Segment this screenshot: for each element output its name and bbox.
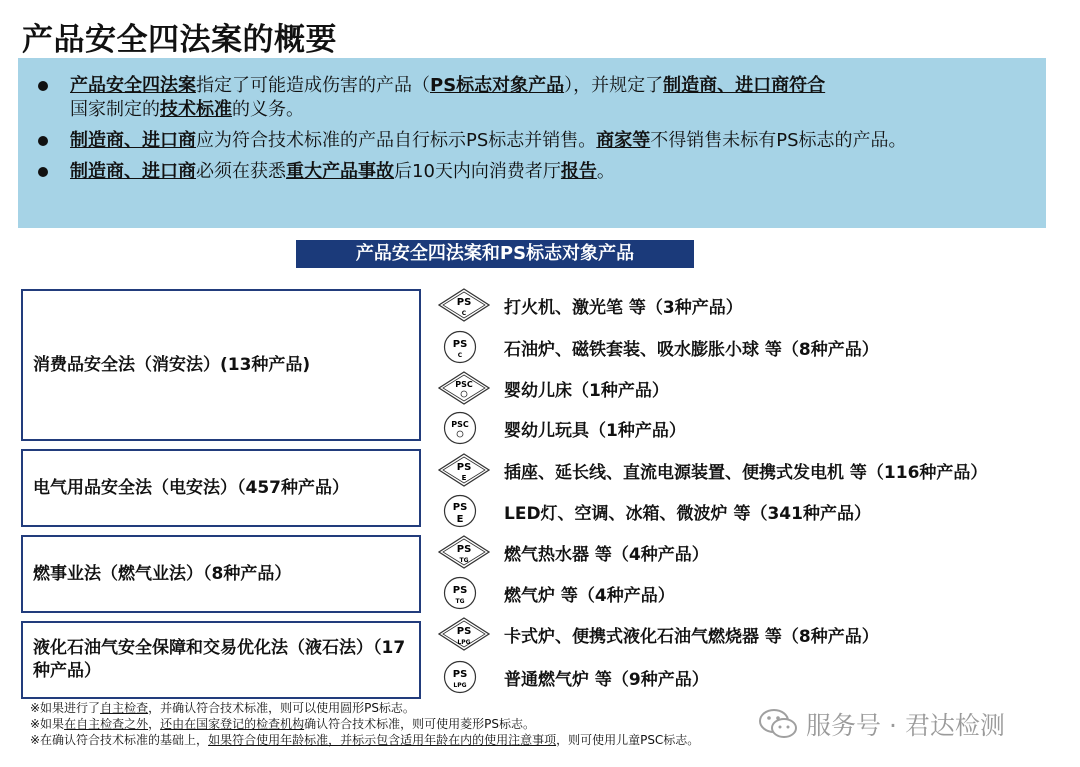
summary-bullet-3: 制造商、进口商必须在获悉重大产品事故后10天内向消费者厅报告。 <box>38 160 1022 184</box>
ps-circle-mark-icon <box>438 576 490 610</box>
svg-text:E: E <box>456 514 464 525</box>
page-title: 产品安全四法案的概要 <box>22 22 337 58</box>
product-row: PS TG 燃气热水器 等（4种产品） <box>438 535 709 569</box>
ps-circle-mark-icon <box>438 494 490 528</box>
svg-text:PS: PS <box>452 339 468 350</box>
product-row: PS C 打火机、激光笔 等（3种产品） <box>438 288 743 322</box>
law-consumer-products: 消费品安全法（消安法）(13种产品) <box>21 289 421 441</box>
svg-text:PSC: PSC <box>455 380 473 389</box>
svg-text:LPG: LPG <box>457 639 471 646</box>
psc-circle-mark-icon <box>438 411 490 445</box>
svg-text:PSC: PSC <box>451 420 469 429</box>
ps-diamond-mark-icon <box>438 288 490 322</box>
watermark: 服务号 · 君达检测 <box>758 706 1005 742</box>
bullet-dot <box>38 167 48 177</box>
product-row: PSC 婴幼儿玩具（1种产品） <box>438 411 686 445</box>
psc-diamond-mark-icon <box>438 371 490 405</box>
svg-text:TG: TG <box>455 598 465 605</box>
bullet-dot <box>38 81 48 91</box>
law-electrical-appliances: 电气用品安全法（电安法）（457种产品） <box>21 449 421 527</box>
product-row: PS C 石油炉、磁铁套装、吸水膨胀小球 等（8种产品） <box>438 330 879 364</box>
svg-text:PS: PS <box>456 462 472 473</box>
svg-text:C: C <box>457 352 463 359</box>
footnote-2: ※如果在自主检查之外，还由在国家登记的检查机构确认符合技术标准，则可使用菱形PS标志。 <box>30 717 535 731</box>
svg-text:E: E <box>461 474 467 482</box>
product-row: PS TG 燃气炉 等（4种产品） <box>438 576 675 610</box>
svg-text:C: C <box>461 310 467 317</box>
ps-diamond-mark-icon <box>438 535 490 569</box>
svg-text:PS: PS <box>452 585 468 596</box>
svg-text:LPG: LPG <box>453 682 467 689</box>
ps-diamond-mark-icon <box>438 453 490 487</box>
wechat-icon <box>758 708 798 740</box>
svg-text:PS: PS <box>452 669 468 680</box>
summary-panel <box>18 58 1046 228</box>
footnote-3: ※在确认符合技术标准的基础上，如果符合使用年龄标准，并标示包含适用年龄在内的使用注意事项，则可使用儿童PSC标志。 <box>30 733 700 747</box>
law-lpg: 液化石油气安全保障和交易优化法（液石法）（17种产品） <box>21 621 421 699</box>
svg-text:PS: PS <box>456 626 472 637</box>
bullet-dot <box>38 136 48 146</box>
svg-text:PS: PS <box>456 544 472 555</box>
product-row: PS E 插座、延长线、直流电源装置、便携式发电机 等（116种产品） <box>438 453 987 487</box>
footnotes <box>30 700 699 748</box>
ps-circle-mark-icon <box>438 660 490 694</box>
product-row: PSC 婴幼儿床（1种产品） <box>438 371 669 405</box>
section-header: 产品安全四法案和PS标志对象产品 <box>296 240 694 268</box>
law-gas-business: 燃事业法（燃气业法）（8种产品） <box>21 535 421 613</box>
svg-text:PS: PS <box>456 297 472 308</box>
summary-bullet-1: 产品安全四法案指定了可能造成伤害的产品（PS标志对象产品），并规定了制造商、进口商符合 国家制定的技术标准的义务。 <box>38 74 1022 122</box>
product-row: PS LPG 卡式炉、便携式液化石油气燃烧器 等（8种产品） <box>438 617 879 651</box>
product-row: PS LPG 普通燃气炉 等（9种产品） <box>438 660 709 694</box>
product-row: PS E LED灯、空调、冰箱、微波炉 等（341种产品） <box>438 494 871 528</box>
summary-bullet-2: 制造商、进口商应为符合技术标准的产品自行标示PS标志并销售。商家等不得销售未标有PS标志的产品。 <box>38 129 1022 153</box>
ps-diamond-mark-icon <box>438 617 490 651</box>
footnote-1: ※如果进行了自主检查，并确认符合技术标准，则可以使用圆形PS标志。 <box>30 701 415 715</box>
svg-text:PS: PS <box>452 502 468 513</box>
svg-text:TG: TG <box>459 557 469 564</box>
ps-circle-mark-icon <box>438 330 490 364</box>
